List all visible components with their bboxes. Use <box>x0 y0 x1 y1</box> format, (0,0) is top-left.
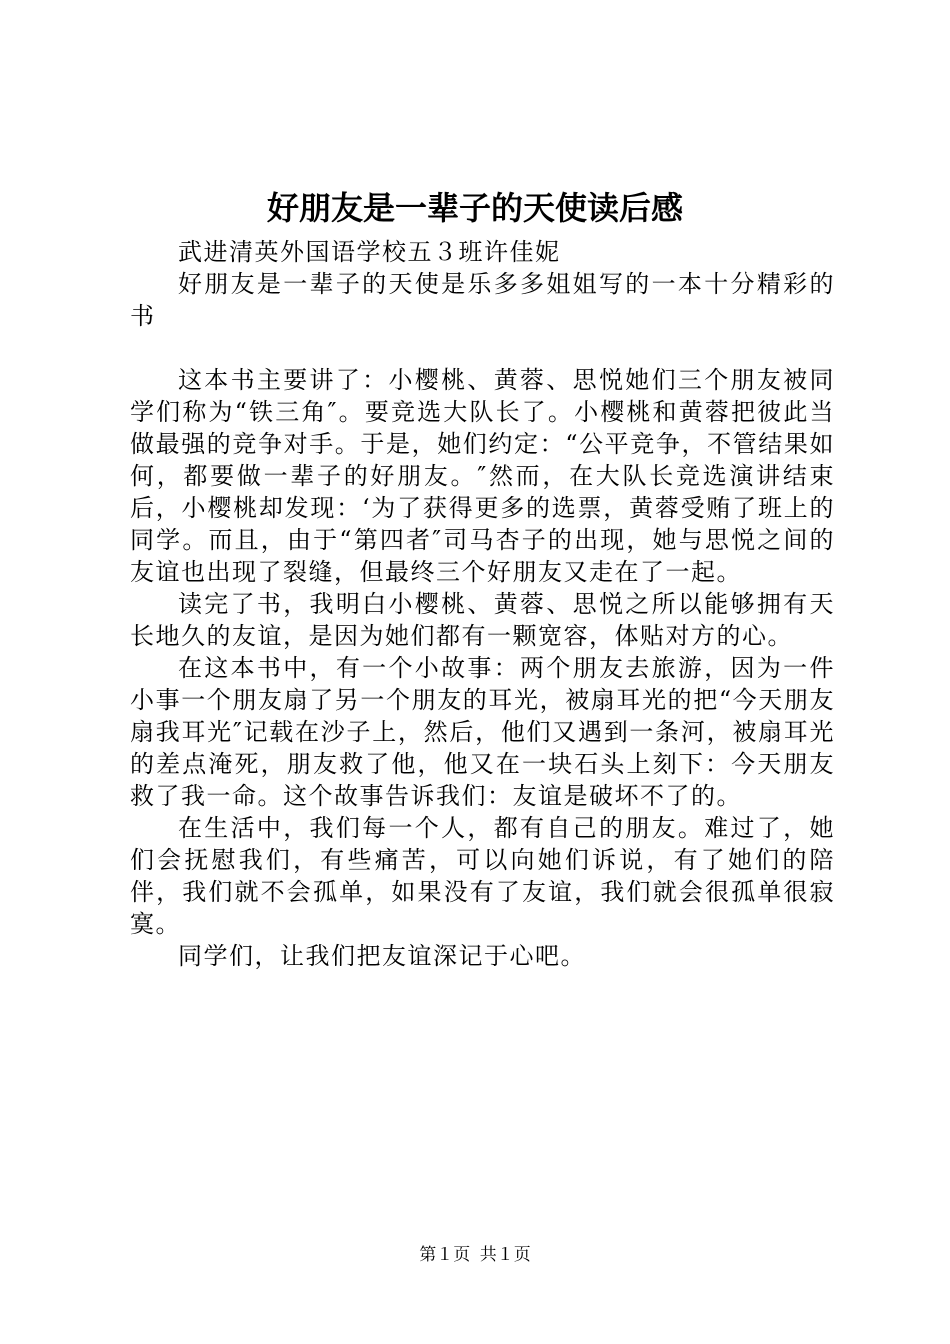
intro-paragraph: 好朋友是一辈子的天使是乐多多姐姐写的一本十分精彩的书 <box>130 270 835 330</box>
life-paragraph: 在生活中，我们每一个人，都有自己的朋友。难过了，她们会抚慰我们，有些痛苦，可以向她们诉说，有了她们的陪伴，我们就不会孤单，如果没有了友谊，我们就会很孤单很寂寞。 <box>130 814 835 938</box>
story-paragraph: 在这本书中，有一个小故事：两个朋友去旅游，因为一件小事一个朋友扇了另一个朋友的耳光，被扇耳光的把“今天朋友扇我耳光″记载在沙子上，然后，他们又遇到一条河，被扇耳光的差点淹死，朋友救了他，他又在一块石头上刻下：今天朋友救了我一命。这个故事告诉我们：友谊是破坏不了的。 <box>130 654 835 810</box>
page-number: 第１页 <box>419 1245 471 1265</box>
closing-paragraph: 同学们，让我们把友谊深记于心吧。 <box>178 942 586 970</box>
reflection-paragraph: 读完了书，我明白小樱桃、黄蓉、思悦之所以能够拥有天长地久的友谊，是因为她们都有一颗宽容，体贴对方的心。 <box>130 590 835 650</box>
summary-paragraph: 这本书主要讲了：小樱桃、黄蓉、思悦她们三个朋友被同学们称为“铁三角″。要竞选大队长了。小樱桃和黄蓉把彼此当做最强的竞争对手。于是，她们约定：“公平竞争，不管结果如何，都要做一辈子的好朋友。″然而，在大队长竞选演讲结束后，小樱桃却发现：‘为了获得更多的选票，黄蓉受贿了班上的同学。而且，由于“第四者″司马杏子的出现，她与思悦之间的友谊也出现了裂缝，但最终三个好朋友又走在了一起。 <box>130 366 835 586</box>
document-body <box>130 236 835 972</box>
page-footer <box>0 1244 950 1266</box>
page-total: 共１页 <box>479 1245 531 1265</box>
document-title: 好朋友是一辈子的天使读后感 <box>266 189 683 227</box>
author-line: 武进清英外国语学校五３班许佳妮 <box>178 238 561 266</box>
